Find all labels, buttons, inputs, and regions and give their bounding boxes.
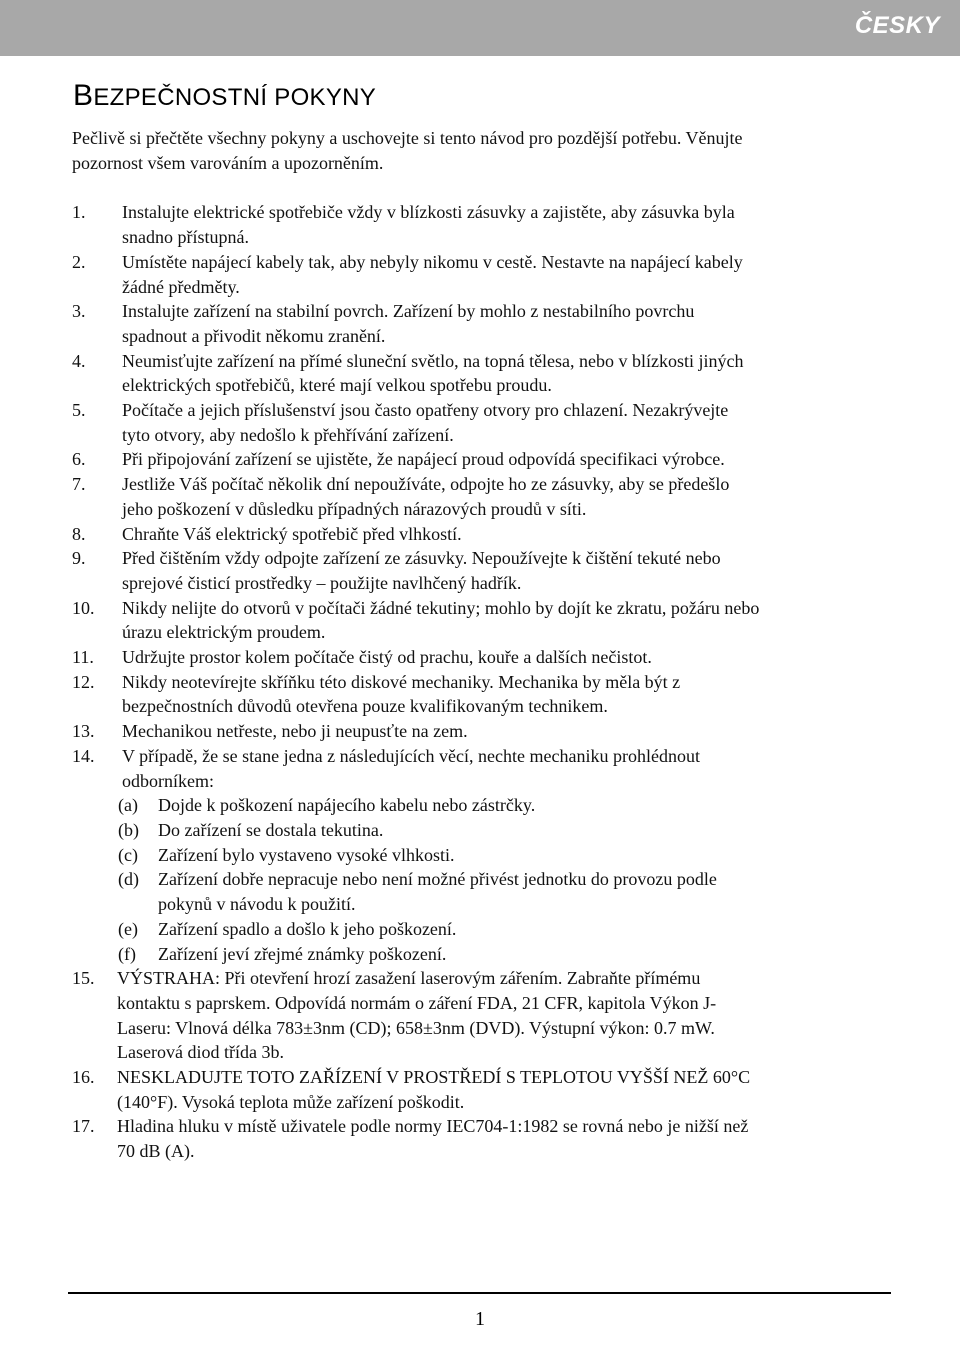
list-item	[72, 349, 892, 398]
item-line: elektrických spotřebičů, které mají velkou spotřebu proudu.	[122, 375, 552, 396]
list-item	[72, 200, 892, 249]
sub-item-line: Zařízení jeví zřejmé známky poškození.	[158, 943, 447, 964]
item-line: Hladina hluku v místě uživatele podle normy IEC704-1:1982 se rovná nebo je nižší než	[117, 1116, 749, 1137]
list-item	[72, 472, 892, 521]
list-item	[72, 744, 892, 793]
item-number: 17.	[72, 1116, 95, 1137]
sub-item-line: Zařízení bylo vystaveno vysoké vlhkosti.	[158, 844, 455, 865]
item-number: 1.	[72, 202, 86, 223]
item-number: 5.	[72, 400, 86, 421]
item-line: tyto otvory, aby nedošlo k přehřívání zařízení.	[122, 424, 454, 445]
page-title	[73, 80, 376, 114]
item-number: 8.	[72, 523, 86, 544]
sub-list-item	[72, 867, 892, 916]
item-line: Neumisťujte zařízení na přímé sluneční světlo, na topná tělesa, nebo v blízkosti jiných	[122, 350, 744, 371]
item-line: odborníkem:	[122, 770, 214, 791]
item-line: sprejové čisticí prostředky – použijte navlhčený hadřík.	[122, 572, 522, 593]
list-item	[72, 1065, 892, 1114]
sub-item-line: Zařízení spadlo a došlo k jeho poškození.	[158, 918, 457, 939]
item-line: spadnout a přivodit někomu zranění.	[122, 325, 386, 346]
intro-line: pozornost všem varováním a upozorněním.	[72, 152, 384, 173]
list-item	[72, 645, 892, 670]
item-line: kontaktu s paprskem. Odpovídá normám o záření FDA, 21 CFR, kapitola Výkon J-	[117, 992, 717, 1013]
item-line: žádné předměty.	[122, 276, 240, 297]
document-body	[72, 126, 892, 1164]
item-line: Umístěte napájecí kabely tak, aby nebyly nikomu v cestě. Nestavte na napájecí kabely	[122, 251, 743, 272]
list-item	[72, 250, 892, 299]
item-line: 70 dB (A).	[117, 1141, 195, 1162]
sub-item-letter: (b)	[118, 819, 139, 840]
item-line: Chraňte Váš elektrický spotřebič před vlhkostí.	[122, 523, 462, 544]
item-line: VÝSTRAHA: Při otevření hrozí zasažení laserovým zářením. Zabraňte přímému	[117, 968, 701, 989]
item-number: 2.	[72, 251, 86, 272]
sub-item-letter: (c)	[118, 844, 138, 865]
list-item	[72, 719, 892, 744]
list-item	[72, 1114, 892, 1163]
intro-paragraph	[72, 126, 892, 175]
list-item	[72, 596, 892, 645]
title-rest: EZPEČNOSTNÍ POKYNY	[93, 84, 377, 111]
list-item	[72, 398, 892, 447]
item-line: Udržujte prostor kolem počítače čistý od prachu, kouře a dalších nečistot.	[122, 647, 652, 668]
item-line: Instalujte zařízení na stabilní povrch. Zařízení by mohlo z nestabilního povrchu	[122, 301, 695, 322]
item-number: 3.	[72, 301, 86, 322]
item-line: snadno přístupná.	[122, 227, 249, 248]
item-line: Při připojování zařízení se ujistěte, že napájecí proud odpovídá specifikaci výrobce.	[122, 449, 725, 470]
item-number: 4.	[72, 350, 86, 371]
item-line: Laserová diod třída 3b.	[117, 1042, 284, 1063]
item-line: Nikdy neotevírejte skříňku této diskové mechaniky. Mechanika by měla být z	[122, 671, 681, 692]
list-item	[72, 447, 892, 472]
header-band	[0, 0, 960, 56]
item-line: Nikdy nelijte do otvorů v počítači žádné tekutiny; mohlo by dojít ke zkratu, požáru nebo	[122, 597, 760, 618]
item-line: Mechanikou netřeste, nebo ji neupusťte na zem.	[122, 721, 468, 742]
item-number: 10.	[72, 597, 95, 618]
title-initial: B	[73, 79, 94, 112]
intro-line: Pečlivě si přečtěte všechny pokyny a uschovejte si tento návod pro pozdější potřebu. Věnujte	[72, 128, 743, 148]
item-line: Jestliže Váš počítač několik dní nepoužíváte, odpojte ho ze zásuvky, aby se předešlo	[122, 474, 730, 495]
item-line: Laseru: Vlnová délka 783±3nm (CD); 658±3nm (DVD). Výstupní výkon: 0.7 mW.	[117, 1017, 715, 1038]
item-number: 15.	[72, 968, 95, 989]
list-item	[72, 299, 892, 348]
item-number: 16.	[72, 1067, 95, 1088]
sub-list-item	[72, 793, 892, 818]
sub-list-item	[72, 843, 892, 868]
sub-item-letter: (f)	[118, 943, 136, 964]
page-number: 1	[475, 1308, 485, 1330]
sub-list-item	[72, 818, 892, 843]
sub-list	[72, 793, 892, 966]
list-item	[72, 546, 892, 595]
list-item	[72, 966, 892, 1065]
sub-list-item	[72, 942, 892, 967]
item-line: Instalujte elektrické spotřebiče vždy v blízkosti zásuvky a zajistěte, aby zásuvka byla	[122, 202, 735, 223]
item-line: úrazu elektrickým proudem.	[122, 622, 326, 643]
item-line: Počítače a jejich příslušenství jsou často opatřeny otvory pro chlazení. Nezakrývejte	[122, 400, 729, 421]
sub-item-line: pokynů v návodu k použití.	[158, 894, 356, 915]
sub-item-letter: (d)	[118, 869, 139, 890]
list-item	[72, 670, 892, 719]
sub-list-item	[72, 917, 892, 942]
item-line: bezpečnostních důvodů otevřena pouze kvalifikovaným technikem.	[122, 696, 608, 717]
item-number: 6.	[72, 449, 86, 470]
item-number: 9.	[72, 548, 86, 569]
item-line: (140°F). Vysoká teplota může zařízení poškodit.	[117, 1091, 465, 1112]
sub-item-letter: (a)	[118, 795, 138, 816]
item-number: 7.	[72, 474, 86, 495]
language-label: ČESKY	[854, 12, 940, 39]
list-item	[72, 522, 892, 547]
item-line: NESKLADUJTE TOTO ZAŘÍZENÍ V PROSTŘEDÍ S TEPLOTOU VYŠŠÍ NEŽ 60°C	[117, 1067, 751, 1088]
footer-divider	[68, 1292, 891, 1294]
sub-item-line: Dojde k poškození napájecího kabelu nebo zástrčky.	[158, 795, 536, 816]
sub-item-line: Do zařízení se dostala tekutina.	[158, 819, 384, 840]
item-line: Před čištěním vždy odpojte zařízení ze zásuvky. Nepoužívejte k čištění tekuté nebo	[122, 548, 721, 569]
sub-item-line: Zařízení dobře nepracuje nebo není možné přivést jednotku do provozu podle	[158, 869, 717, 890]
item-line: V případě, že se stane jedna z následujících věcí, nechte mechaniku prohlédnout	[122, 745, 700, 766]
item-number: 13.	[72, 721, 95, 742]
sub-item-letter: (e)	[118, 918, 138, 939]
item-line: jeho poškození v důsledku případných nárazových proudů v síti.	[122, 498, 587, 519]
item-number: 12.	[72, 671, 95, 692]
item-number: 14.	[72, 745, 95, 766]
item-number: 11.	[72, 647, 94, 668]
safety-list	[72, 200, 892, 1163]
